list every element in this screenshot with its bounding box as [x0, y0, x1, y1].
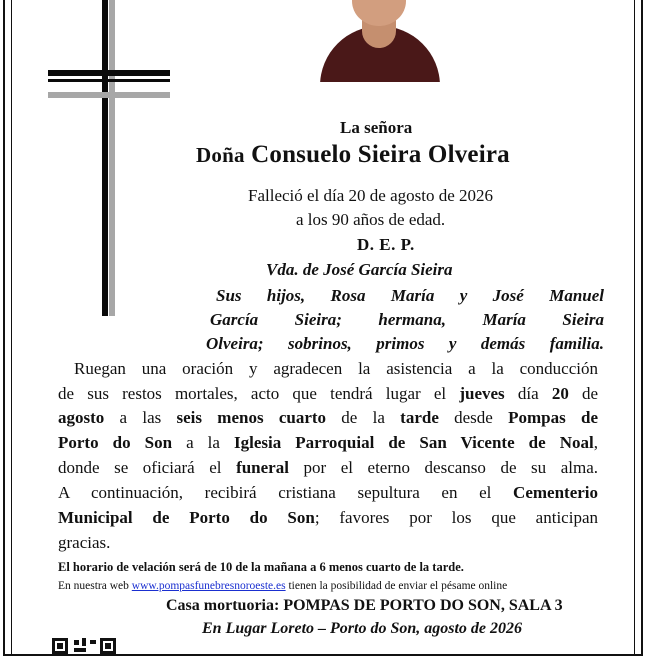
body-line-5: donde se oficiará el funeral por el eterno descanso de su alma.	[58, 458, 598, 477]
cross-horizontal-dark-thin	[48, 79, 170, 82]
relatives-line-3: Olveira; sobrinos, primos y demás familia.	[206, 334, 604, 353]
body-line-4: Porto do Son a la Iglesia Parroquial de San Vicente de Noal,	[58, 433, 598, 452]
body-line-1: Ruegan una oración y agradecen la asistencia a la conducción	[74, 359, 598, 378]
cross-vertical-dark	[102, 0, 108, 316]
body-line-7: Municipal de Porto do Son; favores por los que anticipan	[58, 508, 598, 527]
deceased-name	[196, 141, 510, 169]
place-date-line: En Lugar Loreto – Porto do Son, agosto de 2026	[202, 620, 523, 637]
web-line: En nuestra web www.pompasfunebresnoroeste.es tienen la posibilidad de enviar el pésame online	[58, 580, 508, 592]
body-line-6: A continuación, recibirá cristiana sepultura en el Cementerio	[58, 483, 599, 502]
widow-line: Vda. de José García Sieira	[266, 260, 453, 279]
body-line-3: agosto a las seis menos cuarto de la tarde desde Pompas de	[58, 408, 599, 427]
mortuary-line: Casa mortuoria: POMPAS DE PORTO DO SON, SALA 3	[166, 597, 563, 614]
dep-line: D. E. P.	[357, 235, 415, 254]
relatives-line-2: García Sieira; hermana, María Sieira	[210, 310, 604, 329]
cross-horizontal-light	[48, 92, 170, 98]
cross-vertical-light	[109, 0, 115, 316]
body-line-2: de sus restos mortales, acto que tendrá lugar el jueves día 20 de	[58, 384, 599, 403]
age-line: a los 90 años de edad.	[296, 210, 446, 229]
website-link[interactable]: www.pompasfunebresnoroeste.es	[131, 580, 286, 592]
name-text: Consuelo Sieira Olveira	[251, 141, 510, 168]
vigil-hours: El horario de velación será de 10 de la mañana a 6 menos cuarto de la tarde.	[58, 560, 464, 574]
portrait-face	[352, 0, 406, 26]
title-prefix: Doña	[196, 143, 245, 167]
intro-label: La señora	[340, 118, 413, 137]
cross-horizontal-dark	[48, 70, 170, 76]
body-line-8: gracias.	[58, 533, 111, 552]
relatives-line-1: Sus hijos, Rosa María y José Manuel	[216, 286, 604, 305]
death-date: Falleció el día 20 de agosto de 2026	[248, 186, 494, 205]
qr-code-icon	[52, 638, 116, 656]
portrait-photo	[318, 0, 442, 82]
